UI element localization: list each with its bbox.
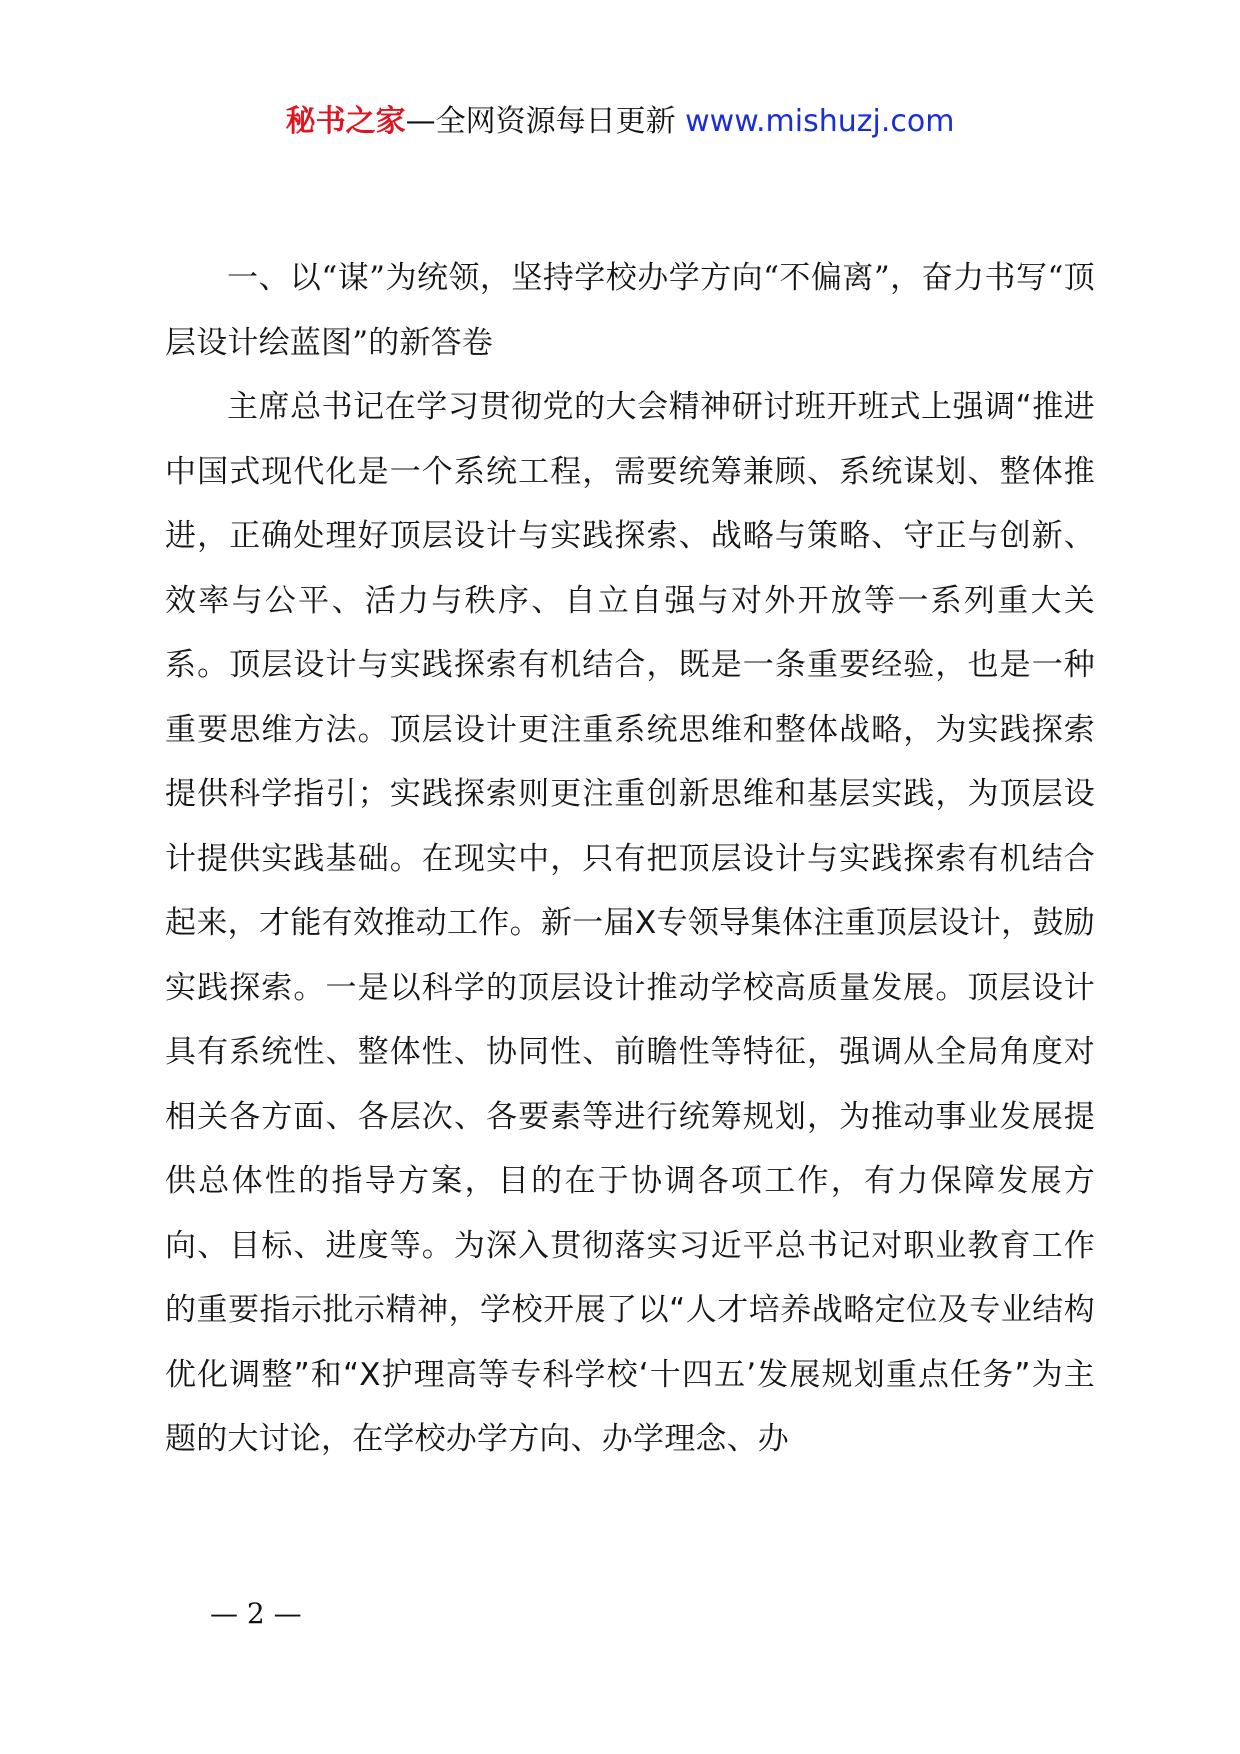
section-heading: 一、以“谋”为统领，坚持学校办学方向“不偏离”，奋力书写“顶层设计绘蓝图”的新答卷 [165, 260, 1095, 361]
body-paragraph: 主席总书记在学习贯彻党的大会精神研讨班开班式上强调“推进中国式现代化是一个系统工程，需要统筹兼顾、系统谋划、整体推进，正确处理好顶层设计与实践探索、战略与策略、守正与创新、效率与公平、活力与秩序、自立自强与对外开放等一系列重大关系。顶层设计与实践探索有机结合，既是一条重要经验，也是一种重要思维方法。顶层设计更注重系统思维和整体战略，为实践探索提供科学指引；实践探索则更注重创新思维和基层实践，为顶层设计提供实践基础。在现实中，只有把顶层设计与实践探索有机结合起来，才能有效推动工作。新一届X专领导集体注重顶层设计，鼓励实践探索。一是以科学的顶层设计推动学校高质量发展。顶层设计具有系统性、整体性、协同性、前瞻性等特征，强调从全局角度对相关各方面、各层次、各要素等进行统筹规划，为推动事业发展提供总体性的指导方案，目的在于协调各项工作，有力保障发展方向、目标、进度等。为深入贯彻落实习近平总书记对职业教育工作的重要指示批示精神，学校开展了以“人才培养战略定位及专业结构优化调整”和“X护理高等专科学校‘十四五’发展规划重点任务”为主题的大讨论，在学校办学方向、办学理念、办 [165, 389, 1095, 1457]
document-body [165, 246, 1095, 1472]
page-number: — 2 — [210, 1597, 302, 1630]
site-url-link[interactable]: www.mishuzj.com [685, 104, 955, 139]
site-header [0, 100, 1240, 144]
site-tagline: —全网资源每日更新 [405, 104, 686, 139]
site-brand: 秘书之家 [285, 104, 406, 139]
